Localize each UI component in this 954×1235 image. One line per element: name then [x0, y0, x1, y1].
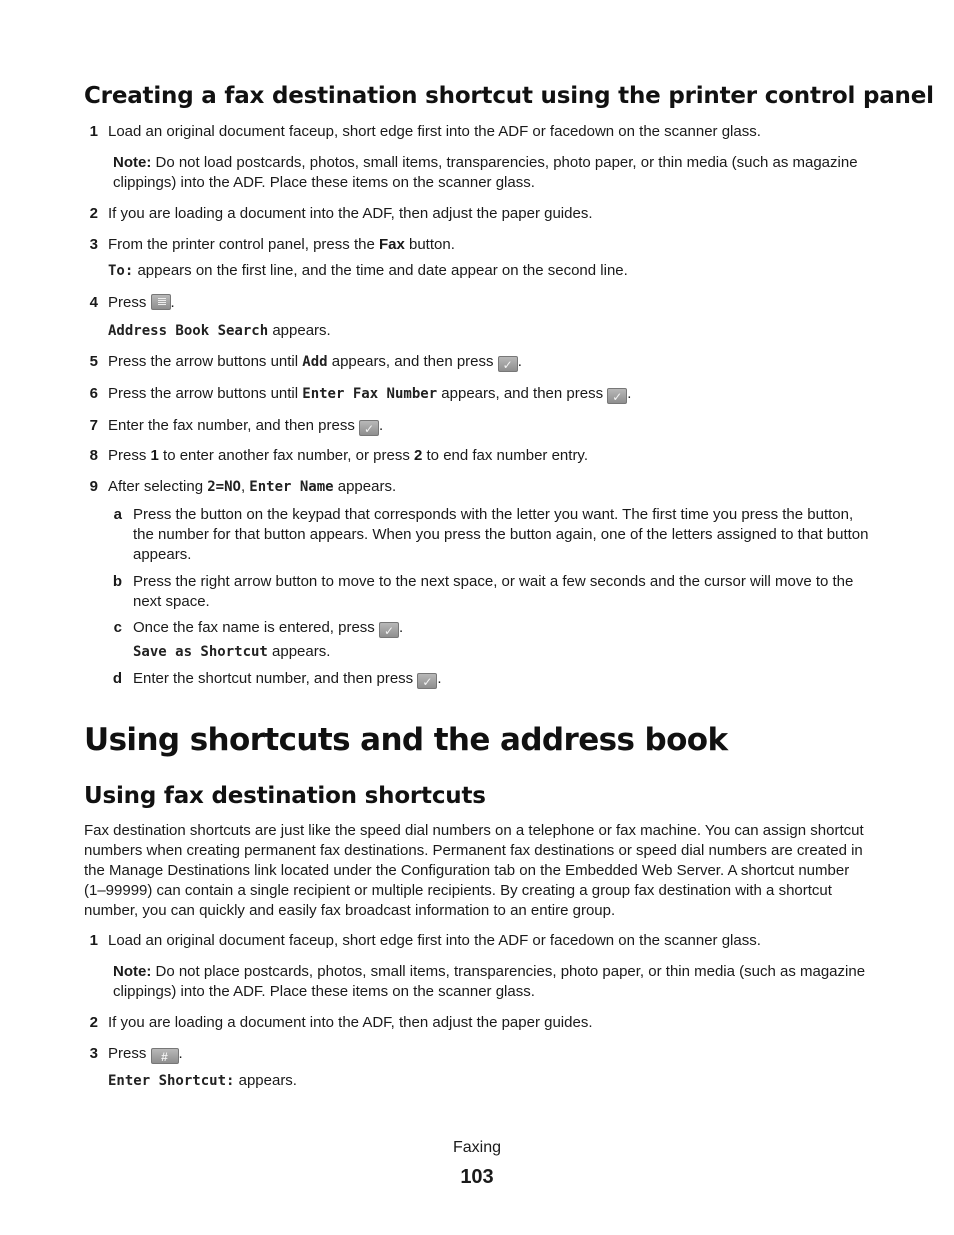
step-text: From the printer control panel, press the Fax button. — [108, 236, 455, 253]
note-label: Note: — [113, 963, 152, 980]
substep-letter: a — [113, 506, 122, 523]
step-number: 7 — [89, 417, 98, 434]
step-text: Press # . — [108, 1045, 183, 1064]
subsection-heading: Using fax destination shortcuts — [84, 783, 486, 809]
step-number: 1 — [89, 123, 98, 140]
check-button-icon: ✓ — [379, 622, 399, 638]
substep-text: Press the right arrow button to move to the next space, or wait a few seconds and the cursor will move to the next space. — [133, 573, 854, 610]
check-button-icon: ✓ — [417, 673, 437, 689]
step-number: 1 — [89, 932, 98, 949]
step-number: 5 — [89, 353, 98, 370]
footer-chapter-label: Faxing — [452, 1139, 502, 1156]
substep-letter: b — [112, 573, 122, 590]
page-number: 103 — [460, 1166, 494, 1188]
substep-text: Press the button on the keypad that corresponds with the letter you want. The first time you press the button, the number for that button appears. When you press the button again, one of the letters assigned to that button appears. — [133, 506, 869, 563]
pound-key-icon: # — [151, 1048, 179, 1064]
step-number: 2 — [89, 1014, 98, 1031]
step-text: Press the arrow buttons until Add appears, and then press ✓ . — [108, 353, 522, 372]
step-text: After selecting 2=NO, Enter Name appears. — [108, 478, 397, 495]
display-code: Enter Shortcut: — [108, 1073, 235, 1089]
check-button-icon: ✓ — [607, 388, 627, 404]
step-text: Enter the fax number, and then press ✓ . — [108, 417, 384, 436]
display-code: Add — [302, 354, 328, 370]
step-text: Press . — [108, 294, 175, 311]
step-text: Load an original document faceup, short edge first into the ADF or facedown on the scanner glass. — [108, 123, 761, 140]
substep-letter: d — [112, 670, 122, 687]
display-code: To: — [108, 263, 134, 279]
display-code: Enter Name — [249, 479, 334, 495]
step-text: Press 1 to enter another fax number, or press 2 to end fax number entry. — [108, 447, 588, 464]
step-number: 3 — [89, 236, 98, 253]
step-result: Save as Shortcut appears. — [133, 643, 331, 660]
step-number: 2 — [89, 205, 98, 222]
step-result: Address Book Search appears. — [108, 322, 331, 339]
step-text: If you are loading a document into the ADF, then adjust the paper guides. — [108, 1014, 593, 1031]
step-text: Load an original document faceup, short edge first into the ADF or facedown on the scanner glass. — [108, 932, 761, 949]
note-text: Do not place postcards, photos, small items, transparencies, photo paper, or thin media (such as magazine clippings) into the ADF. Place these items on the scanner glass. — [113, 963, 866, 1000]
check-button-icon: ✓ — [359, 420, 379, 436]
step-text: Press the arrow buttons until Enter Fax Number appears, and then press ✓ . — [108, 385, 632, 404]
step-number: 4 — [89, 294, 98, 311]
note-label: Note: — [113, 154, 152, 171]
intro-paragraph: Fax destination shortcuts are just like the speed dial numbers on a telephone or fax machine. You can assign shortcut numbers when creating permanent fax destinations. Permanent fax destinations or speed dial numbers are created in the Manage Destinations link located under the Configuration tab on the Embedded Web Server. A shortcut number (1–99999) can contain a single recipient or multiple recipients. By creating a group fax destination with a shortcut number, you can quickly and easily fax broadcast information to an entire group. — [84, 822, 864, 919]
display-code: Save as Shortcut — [133, 644, 268, 660]
chapter-heading: Using shortcuts and the address book — [84, 722, 728, 758]
substep-text: Once the fax name is entered, press ✓ . — [133, 619, 404, 638]
check-button-icon: ✓ — [498, 356, 518, 372]
step-result: To: appears on the first line, and the time and date appear on the second line. — [108, 262, 628, 279]
section-heading: Creating a fax destination shortcut using the printer control panel — [84, 83, 934, 109]
note — [113, 153, 873, 193]
note — [113, 962, 873, 1002]
fax-button-label: Fax — [378, 236, 405, 253]
step-result: Enter Shortcut: appears. — [108, 1072, 297, 1089]
step-number: 3 — [89, 1045, 98, 1062]
display-code: Enter Fax Number — [302, 386, 438, 402]
step-number: 8 — [89, 447, 98, 464]
step-text: If you are loading a document into the ADF, then adjust the paper guides. — [108, 205, 593, 222]
substep-text: Enter the shortcut number, and then press ✓ . — [133, 670, 442, 689]
step-number: 6 — [89, 385, 98, 402]
step-number: 9 — [89, 478, 98, 495]
display-code: Address Book Search — [108, 323, 269, 339]
display-code: 2=NO — [207, 479, 241, 495]
address-book-icon — [151, 294, 171, 310]
substep-letter: c — [113, 619, 122, 636]
note-text: Do not load postcards, photos, small items, transparencies, photo paper, or thin media (such as magazine clippings) into the ADF. Place these items on the scanner glass. — [113, 154, 858, 191]
